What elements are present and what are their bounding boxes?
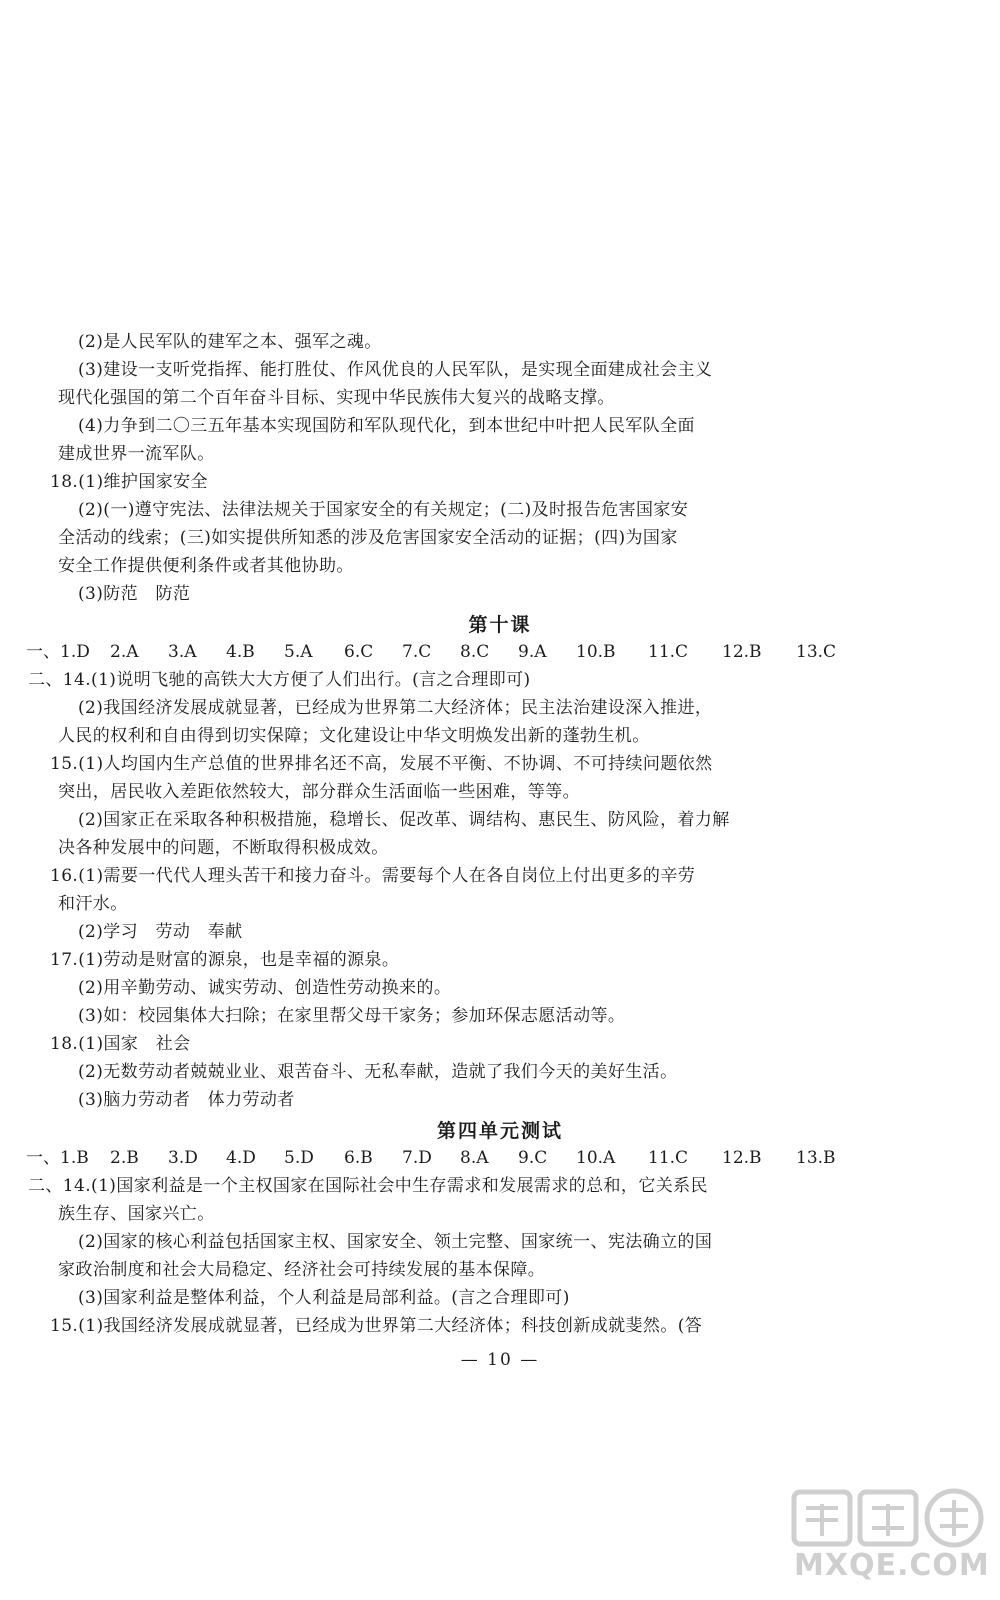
- unit-4-choice-answers: [0, 1146, 1000, 1170]
- answer-line: (2)是人民军队的建军之本、强军之魂。: [78, 332, 382, 352]
- choice-answer: 3.D: [168, 1148, 198, 1168]
- choice-answer: 一、1.B: [26, 1148, 89, 1168]
- choice-answer: 2.B: [110, 1148, 139, 1168]
- answer-line: 18.(1)维护国家安全: [50, 472, 208, 492]
- choice-answer: 5.A: [284, 642, 313, 662]
- answer-line: 15.(1)人均国内生产总值的世界排名还不高，发展不平衡、不协调、不可持续问题依然: [50, 754, 713, 774]
- watermark-logo: [790, 1486, 990, 1590]
- answer-line: (3)防范 防范: [78, 584, 191, 604]
- choice-answer: 7.D: [402, 1148, 432, 1168]
- choice-answer: 一、1.D: [26, 642, 90, 662]
- answer-line: (2)学习 劳动 奉献: [78, 922, 243, 942]
- choice-answer: 6.B: [344, 1148, 373, 1168]
- choice-answer: 11.C: [648, 642, 689, 662]
- answer-line: 17.(1)劳动是财富的源泉，也是幸福的源泉。: [50, 950, 400, 970]
- answer-line: (2)(一)遵守宪法、法律法规关于国家安全的有关规定；(二)及时报告危害国家安: [78, 500, 689, 520]
- answer-line: (2)国家的核心利益包括国家主权、国家安全、领土完整、国家统一、宪法确立的国: [78, 1232, 713, 1252]
- answer-line: 二、14.(1)说明飞驰的高铁大大方便了人们出行。(言之合理即可): [28, 670, 531, 690]
- choice-answer: 8.A: [460, 1148, 489, 1168]
- choice-answer: 10.A: [576, 1148, 616, 1168]
- choice-answer: 4.B: [226, 642, 255, 662]
- lesson-10-choice-answers: [0, 640, 1000, 664]
- choice-answer: 13.B: [796, 1148, 836, 1168]
- answer-line: 建成世界一流军队。: [58, 444, 215, 464]
- answer-line: (2)无数劳动者兢兢业业、艰苦奋斗、无私奉献，造就了我们今天的美好生活。: [78, 1062, 678, 1082]
- choice-answer: 13.C: [796, 642, 837, 662]
- answer-line: 二、14.(1)国家利益是一个主权国家在国际社会中生存需求和发展需求的总和，它关系民: [28, 1176, 708, 1196]
- choice-answer: 6.C: [344, 642, 374, 662]
- answer-line: 和汗水。: [58, 894, 128, 914]
- answer-line: (2)国家正在采取各种积极措施，稳增长、促改革、调结构、惠民生、防风险，着力解: [78, 810, 730, 830]
- answer-line: 族生存、国家兴亡。: [58, 1204, 215, 1224]
- watermark-logo-icon: [790, 1486, 986, 1550]
- choice-answer: 8.C: [460, 642, 490, 662]
- answer-line: 家政治制度和社会大局稳定、经济社会可持续发展的基本保障。: [58, 1260, 546, 1280]
- lesson-10-heading: 第十课: [468, 614, 532, 636]
- choice-answer: 11.C: [648, 1148, 689, 1168]
- choice-answer: 2.A: [110, 642, 139, 662]
- answer-line: (2)用辛勤劳动、诚实劳动、创造性劳动换来的。: [78, 978, 452, 998]
- choice-answer: 4.D: [226, 1148, 256, 1168]
- choice-answer: 9.C: [518, 1148, 548, 1168]
- choice-answer: 12.B: [722, 1148, 762, 1168]
- answer-line: 人民的权利和自由得到切实保障；文化建设让中华文明焕发出新的蓬勃生机。: [58, 726, 650, 746]
- answer-line: 现代化强国的第二个百年奋斗目标、实现中华民族伟大复兴的战略支撑。: [58, 388, 615, 408]
- answer-line: 全活动的线索；(三)如实提供所知悉的涉及危害国家安全活动的证据；(四)为国家: [58, 528, 678, 548]
- answer-line: 18.(1)国家 社会: [50, 1034, 191, 1054]
- page-number: — 10 —: [460, 1350, 540, 1370]
- answer-line: (3)脑力劳动者 体力劳动者: [78, 1090, 295, 1110]
- choice-answer: 5.D: [284, 1148, 314, 1168]
- answer-line: (3)如：校园集体大扫除；在家里帮父母干家务；参加环保志愿活动等。: [78, 1006, 626, 1026]
- choice-answer: 9.A: [518, 642, 547, 662]
- answer-line: 15.(1)我国经济发展成就显著，已经成为世界第二大经济体；科技创新成就斐然。(答: [50, 1316, 703, 1336]
- choice-answer: 12.B: [722, 642, 762, 662]
- answer-line: (3)国家利益是整体利益，个人利益是局部利益。(言之合理即可): [78, 1288, 570, 1308]
- choice-answer: 7.C: [402, 642, 432, 662]
- choice-answer: 10.B: [576, 642, 616, 662]
- answer-line: 安全工作提供便利条件或者其他协助。: [58, 556, 354, 576]
- answer-line: (4)力争到二〇三五年基本实现国防和军队现代化，到本世纪中叶把人民军队全面: [78, 416, 695, 436]
- answer-line: 突出，居民收入差距依然较大，部分群众生活面临一些困难，等等。: [58, 782, 580, 802]
- watermark-site: MXQE.COM: [794, 1548, 990, 1583]
- answer-line: 决各种发展中的问题，不断取得积极成效。: [58, 838, 389, 858]
- answer-line: (2)我国经济发展成就显著，已经成为世界第二大经济体；民主法治建设深入推进，: [78, 698, 713, 718]
- choice-answer: 3.A: [168, 642, 197, 662]
- unit-4-heading: 第四单元测试: [436, 1120, 563, 1142]
- answer-line: (3)建设一支听党指挥、能打胜仗、作风优良的人民军队，是实现全面建成社会主义: [78, 360, 713, 380]
- answer-line: 16.(1)需要一代代人理头苦干和接力奋斗。需要每个人在各自岗位上付出更多的辛劳: [50, 866, 696, 886]
